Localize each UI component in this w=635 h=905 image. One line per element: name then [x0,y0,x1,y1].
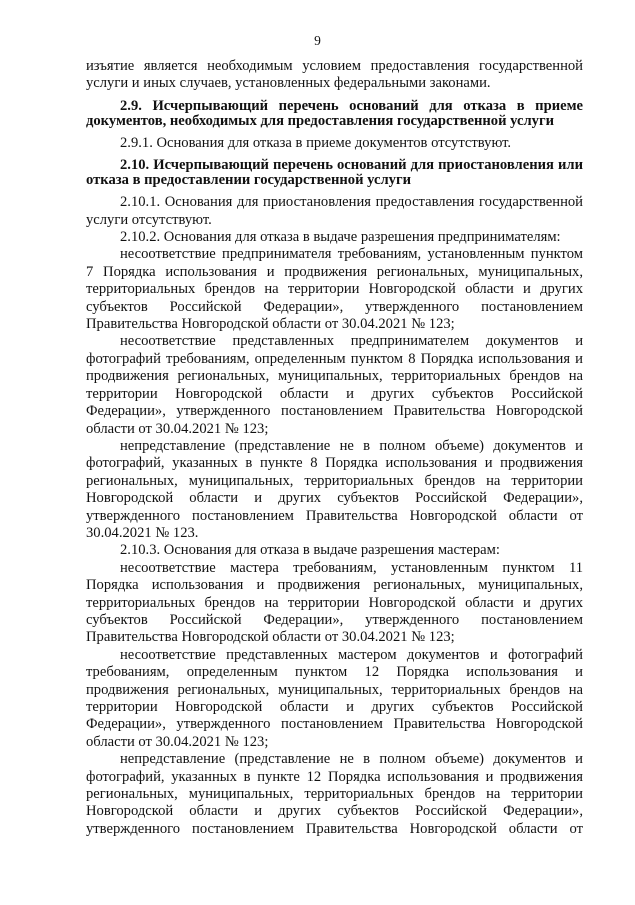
paragraph-2-10-2: 2.10.2. Основания для отказа в выдаче разрешения предпринимателям: [120,229,561,246]
list-item: непредставление (представление не в полном объеме) документов и фотографий, указанных в пункте 8 Порядка использования и продвижения региональных, муниципальных, территориальных брендов на территории Новгородской области и других субъектов Российской Федерации», утвержденного постановлением Правительства Новгородской области от 30.04.2021 № 123. [86,437,583,541]
section-heading-2-10: 2.10. Исчерпывающий перечень оснований для приостановления или отказа в предоставлении государственной услуги [86,157,583,189]
list-item: несоответствие предпринимателя требованиям, установленным пунктом 7 Порядка использования и продвижения региональных, муниципальных, территориальных брендов на территории Новгородской области и других субъектов Российской Федерации», утвержденного постановлением Правительства Новгородской области от 30.04.2021 № 123; [86,246,583,333]
document-body [86,58,583,838]
list-item: несоответствие мастера требованиям, установленным пунктом 11 Порядка использования и продвижения региональных, муниципальных, территориальных брендов на территории Новгородской области и других субъектов Российской Федерации», утвержденного постановлением Правительства Новгородской области от 30.04.2021 № 123; [86,559,583,646]
section-heading-2-9: 2.9. Исчерпывающий перечень оснований для отказа в приеме документов, необходимых для предоставления государственной услуги [86,97,583,129]
list-item: несоответствие представленных предпринимателем документов и фотографий требованиям, определенным пунктом 8 Порядка использования и продвижения региональных, муниципальных, территориальных брендов на территории Новгородской области и других субъектов Российской Федерации», утвержденного постановлением Правительства Новгородской области от 30.04.2021 № 123; [86,333,583,437]
paragraph-2-10-3: 2.10.3. Основания для отказа в выдаче разрешения мастерам: [120,542,500,559]
paragraph-continuation: изъятие является необходимым условием предоставления государственной услуги и иных случаев, установленных федеральными законами. [86,58,583,92]
list-item: непредставление (представление не в полном объеме) документов и фотографий, указанных в пункте 12 Порядка использования и продвижения региональных, муниципальных, территориальных брендов на территории Новгородской области и других субъектов Российской Федерации», утвержденного постановлением Правительства Новгородской области от [86,751,583,837]
page-number: 9 [314,33,321,48]
list-item: несоответствие представленных мастером документов и фотографий требованиям, определенным пунктом 12 Порядка использования и продвижения региональных, муниципальных, территориальных брендов на территории Новгородской области и других субъектов Российской Федерации», утвержденного постановлением Правительства Новгородской области от 30.04.2021 № 123; [86,646,583,750]
paragraph-2-10-1: 2.10.1. Основания для приостановления предоставления государственной услуги отсутствуют. [86,194,583,228]
paragraph-2-9-1: 2.9.1. Основания для отказа в приеме документов отсутствуют. [120,134,512,151]
